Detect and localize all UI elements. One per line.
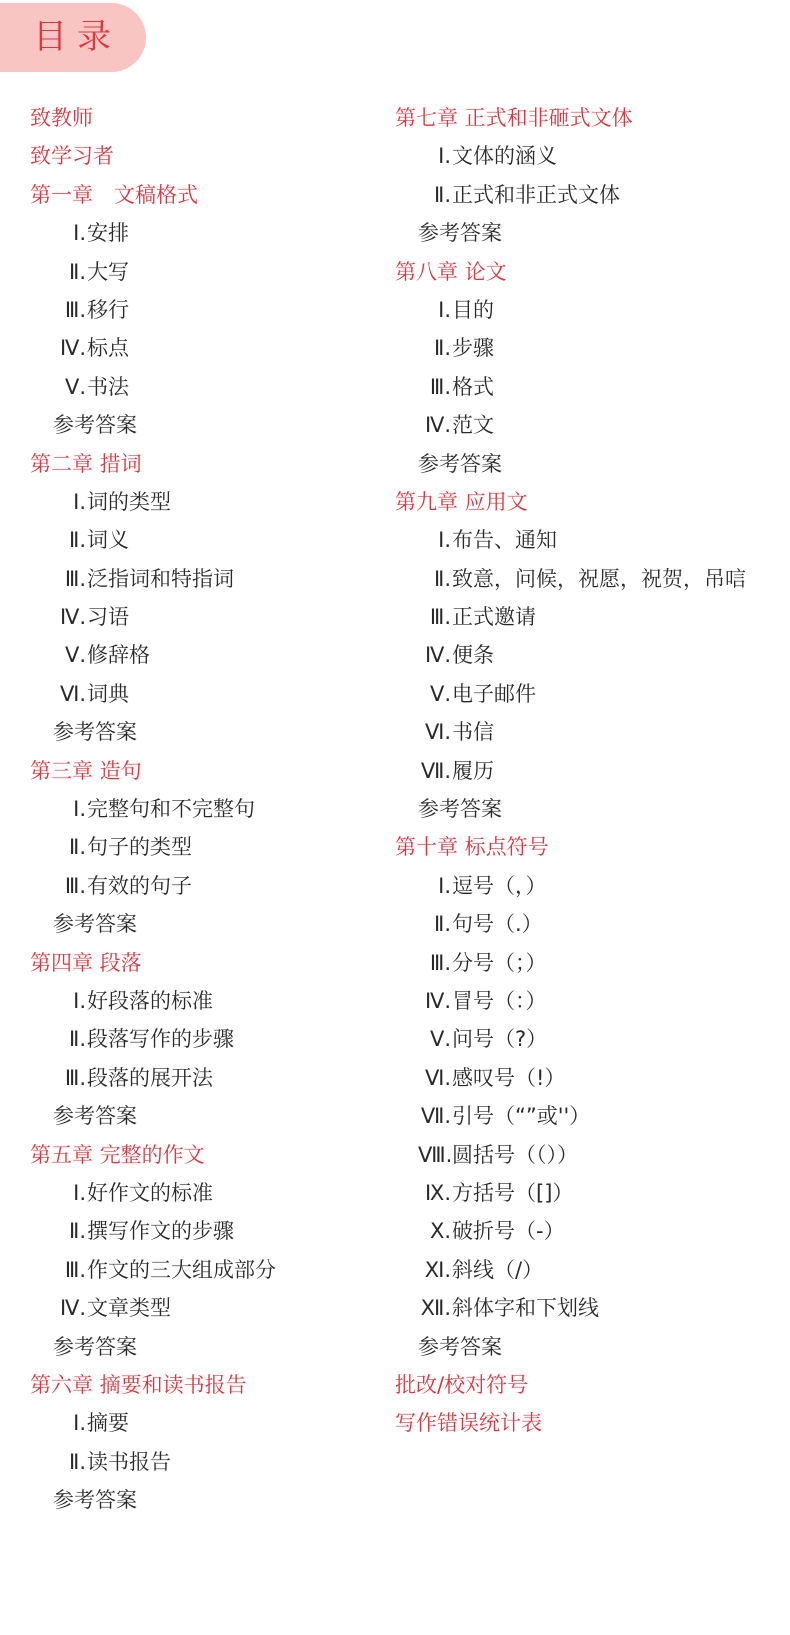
toc-entry-label: 致学习者 bbox=[30, 144, 114, 169]
toc-entry-label: 摘要 bbox=[87, 1411, 129, 1436]
section-number: Ⅱ. bbox=[433, 566, 451, 591]
toc-entry-label: 正式和非正式文体 bbox=[452, 182, 620, 207]
toc-chapter-link[interactable] bbox=[395, 1404, 785, 1442]
toc-entry-label: 修辞格 bbox=[87, 643, 150, 668]
toc-entry-label: 感叹号（!） bbox=[452, 1065, 566, 1090]
toc-entry-label: 句子的类型 bbox=[87, 835, 192, 860]
toc-chapter-link[interactable] bbox=[395, 1366, 785, 1404]
toc-answer-link[interactable] bbox=[30, 905, 390, 943]
section-number: Ⅴ. bbox=[429, 1027, 451, 1052]
toc-entry-label: 书法 bbox=[87, 374, 129, 399]
toc-section-link[interactable] bbox=[30, 790, 390, 828]
section-number: Ⅶ. bbox=[420, 1104, 451, 1129]
toc-entry-label: 参考答案 bbox=[418, 451, 502, 476]
toc-section-link[interactable] bbox=[30, 598, 390, 636]
section-number: Ⅵ. bbox=[59, 681, 86, 706]
section-number: Ⅱ. bbox=[433, 912, 451, 937]
toc-entry-label: 第五章 完整的作文 bbox=[30, 1142, 205, 1167]
toc-entry-label: 致意，问候，祝愿，祝贺，吊唁 bbox=[452, 566, 746, 591]
section-number: Ⅻ. bbox=[420, 1296, 451, 1321]
toc-section-link[interactable] bbox=[30, 1212, 390, 1250]
section-number: Ⅹ. bbox=[429, 1219, 451, 1244]
section-number: Ⅰ. bbox=[438, 144, 451, 169]
toc-answer-link[interactable] bbox=[395, 1328, 785, 1366]
toc-entry-label: 参考答案 bbox=[53, 1104, 137, 1129]
toc-entry-label: 书信 bbox=[452, 720, 494, 745]
toc-entry-label: 读书报告 bbox=[87, 1449, 171, 1474]
toc-section-link[interactable] bbox=[395, 1289, 785, 1327]
section-number: Ⅰ. bbox=[438, 297, 451, 322]
toc-chapter-link[interactable] bbox=[30, 137, 390, 175]
toc-section-link[interactable] bbox=[30, 828, 390, 866]
toc-chapter-link[interactable] bbox=[30, 1136, 390, 1174]
section-number: Ⅲ. bbox=[64, 1065, 86, 1090]
toc-entry-label: 有效的句子 bbox=[87, 873, 192, 898]
section-number: Ⅵ. bbox=[424, 720, 451, 745]
toc-section-link[interactable] bbox=[395, 1059, 785, 1097]
section-number: Ⅳ. bbox=[424, 413, 451, 438]
section-number: Ⅸ. bbox=[425, 1180, 451, 1205]
toc-section-link[interactable] bbox=[30, 1404, 390, 1442]
toc-answer-link[interactable] bbox=[395, 214, 785, 252]
toc-section-link[interactable] bbox=[395, 752, 785, 790]
toc-section-link[interactable] bbox=[30, 291, 390, 329]
toc-section-link[interactable] bbox=[395, 598, 785, 636]
toc-section-link[interactable] bbox=[395, 560, 785, 598]
section-number: Ⅱ. bbox=[68, 259, 86, 284]
toc-section-link[interactable] bbox=[395, 713, 785, 751]
toc-section-link[interactable] bbox=[395, 636, 785, 674]
toc-chapter-link[interactable] bbox=[30, 99, 390, 137]
toc-entry-label: 参考答案 bbox=[418, 221, 502, 246]
toc-entry-label: 标点 bbox=[87, 336, 129, 361]
toc-entry-label: 泛指词和特指词 bbox=[87, 566, 234, 591]
toc-answer-link[interactable] bbox=[30, 1328, 390, 1366]
toc-entry-label: 范文 bbox=[452, 413, 494, 438]
section-number: Ⅰ. bbox=[73, 988, 86, 1013]
toc-entry-label: 安排 bbox=[87, 221, 129, 246]
toc-column-left bbox=[30, 99, 390, 1519]
toc-entry-label: 逗号（，） bbox=[452, 873, 547, 898]
toc-section-link[interactable] bbox=[30, 1020, 390, 1058]
section-number: Ⅳ. bbox=[424, 988, 451, 1013]
toc-answer-link[interactable] bbox=[30, 1097, 390, 1135]
toc-section-link[interactable] bbox=[395, 329, 785, 367]
toc-answer-link[interactable] bbox=[395, 445, 785, 483]
toc-entry-label: 便条 bbox=[452, 643, 494, 668]
toc-entry-label: 引号（“”或''） bbox=[452, 1104, 591, 1129]
section-number: Ⅰ. bbox=[73, 489, 86, 514]
toc-section-link[interactable] bbox=[395, 406, 785, 444]
section-number: Ⅲ. bbox=[64, 566, 86, 591]
toc-entry-label: 正式邀请 bbox=[452, 605, 536, 630]
toc-entry-label: 第二章 措词 bbox=[30, 451, 142, 476]
toc-entry-label: 参考答案 bbox=[53, 912, 137, 937]
toc-chapter-link[interactable] bbox=[30, 944, 390, 982]
section-number: Ⅰ. bbox=[73, 797, 86, 822]
toc-section-link[interactable] bbox=[30, 1059, 390, 1097]
section-number: Ⅲ. bbox=[64, 1257, 86, 1282]
toc-entry-label: 格式 bbox=[452, 374, 494, 399]
toc-entry-label: 布告、通知 bbox=[452, 528, 557, 553]
section-number: Ⅳ. bbox=[59, 336, 86, 361]
toc-entry-label: 第八章 论文 bbox=[395, 259, 507, 284]
toc-entry-label: 问号（?） bbox=[452, 1027, 548, 1052]
toc-entry-label: 句号（.） bbox=[452, 912, 543, 937]
page-title: 目录 bbox=[33, 17, 121, 57]
toc-entry-label: 履历 bbox=[452, 758, 494, 783]
toc-entry-label: 大写 bbox=[87, 259, 129, 284]
toc-header-tab bbox=[0, 3, 146, 72]
toc-section-link[interactable] bbox=[395, 982, 785, 1020]
section-number: Ⅴ. bbox=[64, 643, 86, 668]
toc-section-link[interactable] bbox=[395, 137, 785, 175]
toc-chapter-link[interactable] bbox=[30, 445, 390, 483]
toc-section-link[interactable] bbox=[30, 636, 390, 674]
toc-section-link[interactable] bbox=[395, 944, 785, 982]
toc-section-link[interactable] bbox=[30, 867, 390, 905]
toc-section-link[interactable] bbox=[395, 905, 785, 943]
toc-entry-label: 作文的三大组成部分 bbox=[87, 1257, 276, 1282]
toc-section-link[interactable] bbox=[395, 1136, 785, 1174]
section-number: Ⅰ. bbox=[73, 221, 86, 246]
toc-section-link[interactable] bbox=[395, 867, 785, 905]
toc-entry-label: 参考答案 bbox=[53, 1334, 137, 1359]
toc-chapter-link[interactable] bbox=[395, 99, 785, 137]
toc-section-link[interactable] bbox=[395, 1251, 785, 1289]
toc-entry-label: 参考答案 bbox=[418, 1334, 502, 1359]
section-number: Ⅱ. bbox=[68, 1219, 86, 1244]
toc-section-link[interactable] bbox=[30, 1289, 390, 1327]
toc-chapter-link[interactable] bbox=[395, 483, 785, 521]
toc-entry-label: 文体的涵义 bbox=[452, 144, 557, 169]
toc-entry-label: 好作文的标准 bbox=[87, 1180, 213, 1205]
toc-entry-label: 习语 bbox=[87, 605, 129, 630]
section-number: Ⅲ. bbox=[429, 605, 451, 630]
section-number: Ⅵ. bbox=[424, 1065, 451, 1090]
toc-section-link[interactable] bbox=[395, 675, 785, 713]
section-number: Ⅷ. bbox=[418, 1142, 453, 1167]
section-number: Ⅺ. bbox=[424, 1257, 451, 1282]
section-number: Ⅳ. bbox=[59, 1296, 86, 1321]
toc-section-link[interactable] bbox=[395, 1212, 785, 1250]
section-number: Ⅱ. bbox=[68, 528, 86, 553]
toc-entry-label: 斜体字和下划线 bbox=[452, 1296, 599, 1321]
section-number: Ⅱ. bbox=[68, 1449, 86, 1474]
toc-entry-label: 第三章 造句 bbox=[30, 758, 142, 783]
toc-section-link[interactable] bbox=[30, 675, 390, 713]
toc-entry-label: 参考答案 bbox=[418, 797, 502, 822]
toc-entry-label: 文章类型 bbox=[87, 1296, 171, 1321]
section-number: Ⅰ. bbox=[438, 873, 451, 898]
toc-entry-label: 词义 bbox=[87, 528, 129, 553]
section-number: Ⅰ. bbox=[73, 1411, 86, 1436]
section-number: Ⅴ. bbox=[429, 681, 451, 706]
toc-section-link[interactable] bbox=[30, 253, 390, 291]
toc-entry-label: 撰写作文的步骤 bbox=[87, 1219, 234, 1244]
toc-chapter-link[interactable] bbox=[395, 828, 785, 866]
toc-entry-label: 移行 bbox=[87, 297, 129, 322]
toc-entry-label: 词的类型 bbox=[87, 489, 171, 514]
toc-chapter-link[interactable] bbox=[30, 176, 390, 214]
section-number: Ⅳ. bbox=[424, 643, 451, 668]
toc-section-link[interactable] bbox=[395, 1020, 785, 1058]
toc-entry-label: 参考答案 bbox=[53, 1488, 137, 1513]
section-number: Ⅰ. bbox=[438, 528, 451, 553]
toc-entry-label: 致教师 bbox=[30, 106, 93, 130]
toc-section-link[interactable] bbox=[30, 483, 390, 521]
toc-entry-label: 词典 bbox=[87, 681, 129, 706]
section-number: Ⅲ. bbox=[429, 950, 451, 975]
toc-chapter-link[interactable] bbox=[395, 253, 785, 291]
toc-section-link[interactable] bbox=[395, 291, 785, 329]
toc-entry-label: 圆括号（（）） bbox=[452, 1142, 578, 1167]
toc-answer-link[interactable] bbox=[30, 1481, 390, 1519]
toc-section-link[interactable] bbox=[30, 982, 390, 1020]
toc-section-link[interactable] bbox=[30, 214, 390, 252]
toc-entry-label: 第九章 应用文 bbox=[395, 489, 528, 514]
toc-entry-label: 第六章 摘要和读书报告 bbox=[30, 1372, 247, 1397]
toc-section-link[interactable] bbox=[395, 176, 785, 214]
toc-entry-label: 完整句和不完整句 bbox=[87, 797, 255, 822]
toc-entry-label: 方括号（[]） bbox=[452, 1180, 574, 1205]
section-number: Ⅰ. bbox=[73, 1180, 86, 1205]
toc-entry-label: 写作错误统计表 bbox=[395, 1411, 542, 1436]
section-number: Ⅶ. bbox=[420, 758, 451, 783]
toc-column-right bbox=[395, 99, 785, 1443]
toc-entry-label: 破折号（-） bbox=[452, 1219, 565, 1244]
toc-section-link[interactable] bbox=[30, 1443, 390, 1481]
toc-section-link[interactable] bbox=[30, 329, 390, 367]
toc-section-link[interactable] bbox=[30, 521, 390, 559]
section-number: Ⅱ. bbox=[68, 1027, 86, 1052]
toc-entry-label: 第四章 段落 bbox=[30, 950, 142, 975]
toc-answer-link[interactable] bbox=[30, 406, 390, 444]
section-number: Ⅱ. bbox=[433, 182, 451, 207]
toc-entry-label: 段落写作的步骤 bbox=[87, 1027, 234, 1052]
toc-section-link[interactable] bbox=[30, 1174, 390, 1212]
toc-entry-label: 目的 bbox=[452, 297, 494, 322]
toc-section-link[interactable] bbox=[30, 560, 390, 598]
toc-entry-label: 冒号（：） bbox=[452, 988, 547, 1013]
toc-entry-label: 好段落的标准 bbox=[87, 988, 213, 1013]
toc-entry-label: 电子邮件 bbox=[452, 681, 536, 706]
section-number: Ⅴ. bbox=[64, 374, 86, 399]
toc-entry-label: 第一章 文稿格式 bbox=[30, 182, 198, 207]
toc-section-link[interactable] bbox=[395, 521, 785, 559]
section-number: Ⅳ. bbox=[59, 605, 86, 630]
toc-entry-label: 批改/校对符号 bbox=[395, 1372, 529, 1397]
toc-answer-link[interactable] bbox=[395, 790, 785, 828]
toc-entry-label: 段落的展开法 bbox=[87, 1065, 213, 1090]
toc-entry-label: 第七章 正式和非砸式文体 bbox=[395, 106, 633, 130]
section-number: Ⅲ. bbox=[64, 873, 86, 898]
toc-entry-label: 参考答案 bbox=[53, 413, 137, 438]
toc-section-link[interactable] bbox=[395, 368, 785, 406]
toc-section-link[interactable] bbox=[30, 1251, 390, 1289]
toc-entry-label: 斜线（/） bbox=[452, 1257, 544, 1282]
toc-entry-label: 分号（；） bbox=[452, 950, 547, 975]
toc-answer-link[interactable] bbox=[30, 713, 390, 751]
toc-entry-label: 步骤 bbox=[452, 336, 494, 361]
toc-entry-label: 第十章 标点符号 bbox=[395, 835, 549, 860]
toc-section-link[interactable] bbox=[395, 1097, 785, 1135]
section-number: Ⅱ. bbox=[433, 336, 451, 361]
section-number: Ⅱ. bbox=[68, 835, 86, 860]
section-number: Ⅲ. bbox=[429, 374, 451, 399]
section-number: Ⅲ. bbox=[64, 297, 86, 322]
toc-entry-label: 参考答案 bbox=[53, 720, 137, 745]
toc-chapter-link[interactable] bbox=[30, 1366, 390, 1404]
toc-section-link[interactable] bbox=[30, 368, 390, 406]
toc-chapter-link[interactable] bbox=[30, 752, 390, 790]
toc-section-link[interactable] bbox=[395, 1174, 785, 1212]
